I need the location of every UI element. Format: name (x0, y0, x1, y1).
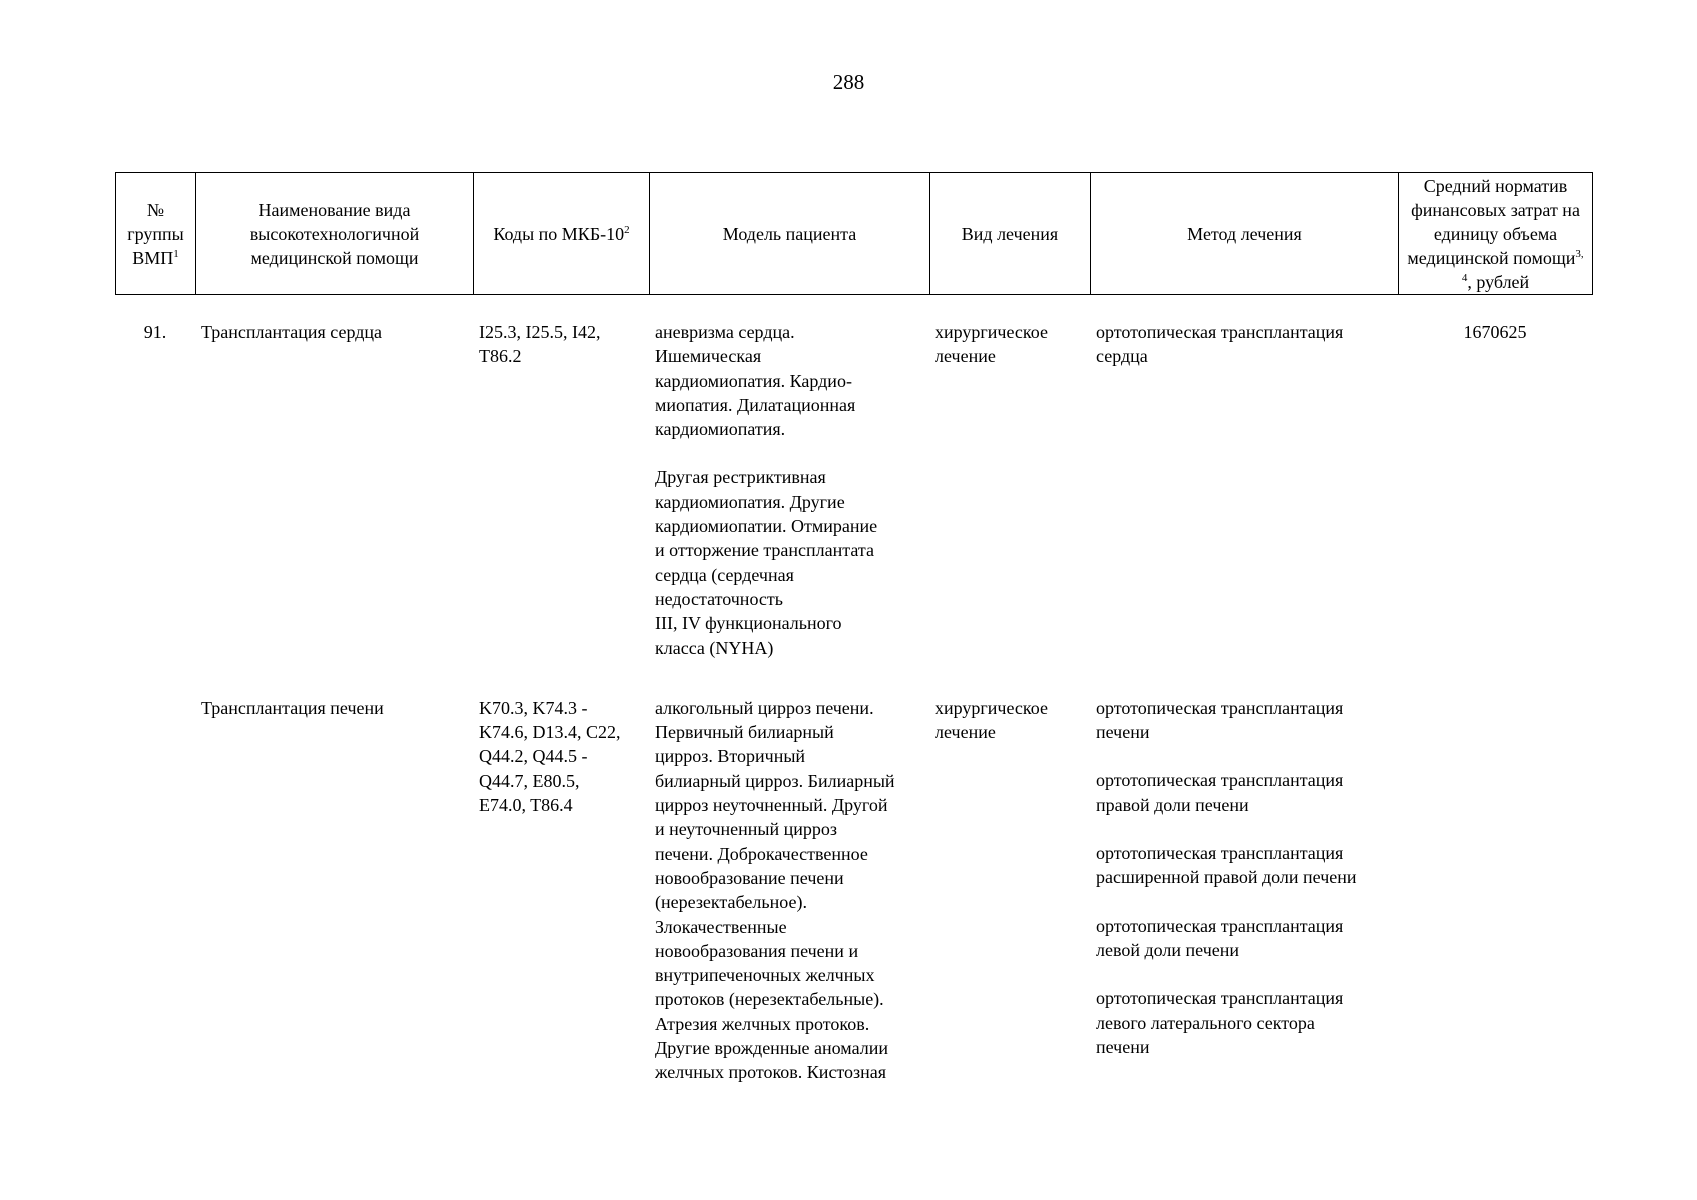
treatment-method: ортотопическая трансплантация сердца (1096, 322, 1344, 367)
header-patient-model: Модель пациента (650, 173, 930, 295)
treatment-method: ортотопическая трансплантация левого латерального сектора печени (1096, 988, 1344, 1057)
treatment-type: хирургическое лечение (935, 322, 1048, 367)
patient-model-text: Другая рестриктивная кардиомиопатия. Другие кардиомиопатии. Отмирание и отторжение трансплантата сердца (сердечная недостаточность III, IV функционального класса (NYHA) (655, 467, 878, 658)
page-number: 288 (832, 70, 865, 94)
treatment-methods (1090, 696, 1398, 1085)
treatment-method: ортотопическая трансплантация печени (1096, 697, 1344, 743)
icd-codes: K70.3, K74.3 - K74.6, D13.4, C22, Q44.2, Q44.5 - Q44.7, E80.5, E74.0, T86.4 (479, 697, 621, 816)
treatment-method: ортотопическая трансплантация левой доли печени (1096, 915, 1344, 960)
table-body (115, 320, 1592, 1085)
care-name: Трансплантация печени (201, 697, 384, 718)
header-treatment-type: Вид лечения (930, 173, 1091, 295)
header-treatment-method: Метод лечения (1091, 173, 1399, 295)
table-row (115, 696, 1592, 1085)
icd-codes: I25.3, I25.5, I42, T86.2 (479, 322, 601, 367)
treatment-methods (1090, 320, 1398, 660)
patient-model-text: алкогольный цирроз печени. Первичный билиарный цирроз. Вторичный билиарный цирроз. Билиарный цирроз неуточненный. Другой и неуточненный цирроз печени. Доброкачественное новообразование печени (нерезектабельное). Злокачественные новообразования печени и внутрипеченочных желчных протоков (нерезектабельные). Атрезия желчных протоков. Другие врожденные аномалии желчных протоков. Кистозная (655, 697, 895, 1083)
header-cost-standard: Средний норматив финансовых затрат на единицу объема медицинской помощи$^{3, 4}$, рублей (1399, 173, 1593, 295)
header-icd-codes: Коды по МКБ-$10^2$ (474, 173, 650, 295)
treatment-method: ортотопическая трансплантация расширенной правой доли печени (1096, 843, 1357, 888)
header-group-number: № группы ВМП$^1$ (116, 173, 196, 295)
treatment-method: ортотопическая трансплантация правой доли печени (1096, 770, 1344, 815)
cost-value (1398, 696, 1592, 1085)
patient-model (649, 320, 929, 660)
table-row (115, 320, 1592, 660)
patient-model-text: аневризма сердца. Ишемическая кардиомиопатия. Кардио- миопатия. Дилатационная кардиомиопатия. (655, 322, 856, 440)
care-name: Трансплантация сердца (201, 322, 383, 342)
table-header (115, 172, 1593, 295)
group-number: 91. (143, 322, 167, 342)
header-care-name: Наименование вида высокотехнологичной медицинской помощи (196, 173, 474, 295)
patient-model (649, 696, 929, 1085)
group-number (115, 696, 195, 1085)
treatment-type: хирургическое лечение (935, 697, 1048, 743)
cost-value: 1670625 (1463, 322, 1527, 342)
